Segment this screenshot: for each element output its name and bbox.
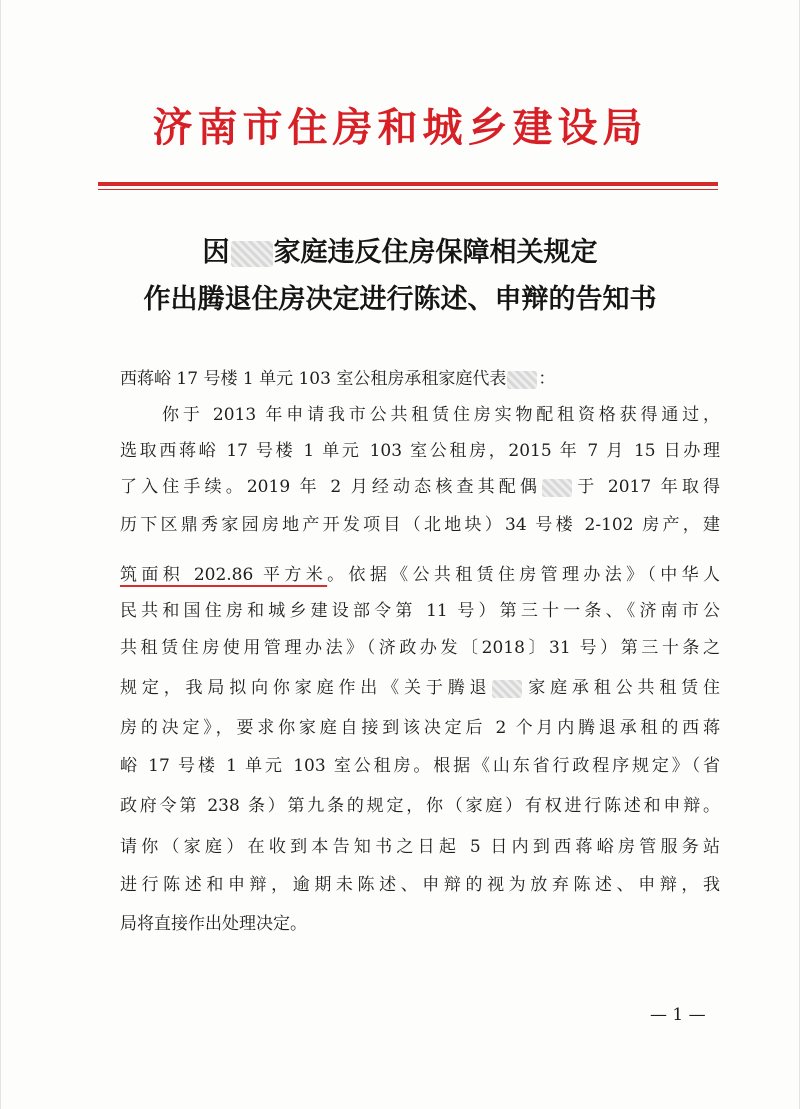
title-suffix: 家庭违反住房保障相关规定 — [273, 237, 598, 268]
salutation — [120, 368, 720, 390]
underlined-floor-area: 筑面积 202.86 平方米 — [120, 565, 328, 585]
body-line-6: 民共和国住房和城乡建设部令第 11 号）第三十一条、《济南市公 — [120, 601, 720, 621]
body-line-1: 你于 2013 年申请我市公共租赁住房实物配租资格获得通过， — [162, 405, 720, 425]
body-line-5 — [120, 564, 720, 586]
letterhead-rule-thick — [98, 182, 718, 186]
body-line-3 — [120, 476, 720, 498]
body-line-12: 请你（家庭）在收到本告知书之日起 5 日内到西蒋峪房管服务站 — [120, 837, 720, 857]
document-title-line-1 — [0, 230, 800, 269]
body-line-8-part-b: 家庭承租公共租赁住 — [523, 678, 721, 698]
letterhead-org-name: 济南市住房和城乡建设局 — [152, 104, 648, 151]
salutation-text: 西蒋峪 17 号楼 1 单元 103 室公租房承租家庭代表 — [120, 369, 507, 389]
salutation-colon: ： — [538, 369, 556, 389]
body-line-8-part-a: 规定，我局拟向你家庭作出《关于腾退 — [120, 678, 492, 698]
letterhead-rule-thin — [98, 189, 718, 190]
body-line-14: 局将直接作出处理决定。 — [120, 914, 307, 934]
body-line-8 — [120, 677, 720, 699]
redacted-name — [492, 680, 522, 698]
body-line-3-part-b: 于 2017 年取得 — [573, 477, 720, 497]
redacted-name — [231, 241, 273, 267]
body-line-13: 进行陈述和申辩，逾期未陈述、申辩的视为放弃陈述、申辩，我 — [120, 875, 720, 895]
body-line-4: 历下区鼎秀家园房地产开发项目（北地块）34 号楼 2-102 房产，建 — [120, 515, 720, 535]
page-number: — 1 — — [650, 1005, 706, 1025]
document-title-line-2: 作出腾退住房决定进行陈述、申辩的告知书 — [143, 284, 657, 315]
body-line-5-rest: 。依据《公共租赁住房管理办法》（中华人 — [327, 565, 720, 585]
body-line-7: 共租赁住房使用管理办法》（济政办发〔2018〕31 号）第三十条之 — [120, 638, 720, 658]
body-line-11: 政府令第 238 条）第九条的规定，你（家庭）有权进行陈述和申辩。 — [120, 796, 720, 816]
redacted-name — [542, 479, 572, 497]
redacted-name — [507, 371, 537, 389]
body-line-9: 房的决定》，要求你家庭自接到该决定后 2 个月内腾退承租的西蒋 — [120, 718, 720, 738]
body-line-2: 选取西蒋峪 17 号楼 1 单元 103 室公租房，2015 年 7 月 15 日办理 — [120, 441, 720, 461]
body-line-3-part-a: 了入住手续。2019 年 2 月经动态核查其配偶 — [120, 477, 542, 497]
title-prefix: 因 — [202, 237, 230, 268]
body-line-10: 峪 17 号楼 1 单元 103 室公租房。根据《山东省行政程序规定》（省 — [120, 756, 720, 776]
